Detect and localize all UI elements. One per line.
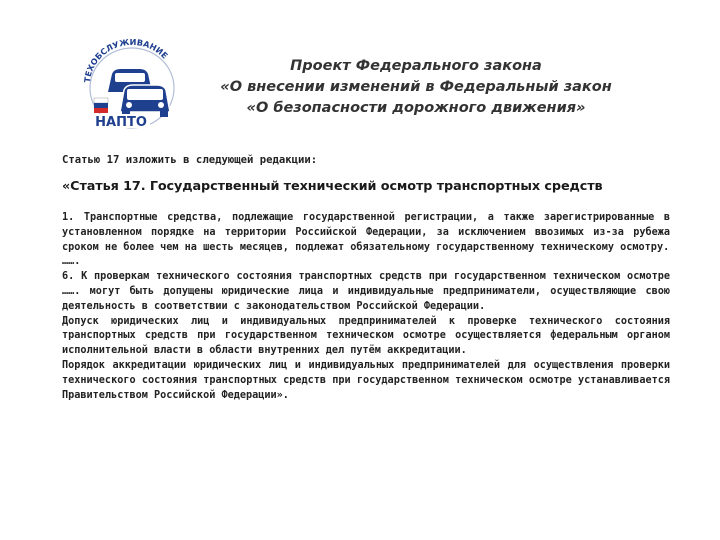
paragraph-accreditation: Порядок аккредитации юридических лиц и индивидуальных предпринимателей для осуществления проверки технического состояния транспортных средств при государственном техническом осмотре устанавливается Правительством Российской Федерации». [62,359,670,401]
paragraph-admission: Допуск юридических лиц и индивидуальных предпринимателей к проверке технического состояния транспортных средств при государственном техническом осмотре осуществляется федеральным органом исполнительной власти в области внутренних дел путём аккредитации. [62,315,670,357]
logo-arc-text: ТЕХОБСЛУЖИВАНИЕ [81,38,171,84]
car-icon-front [120,85,170,117]
lead-text: Статью 17 изложить в следующей редакции: [62,154,318,166]
page-title [196,56,636,119]
napto-logo-graphic [78,38,178,130]
paragraph-1: 1. Транспортные средства, подлежащие государственной регистрации, а также зарегистрированные в установленном порядке на территории Российской Федерации, за исключением ввозимых из-за рубежа сроком не более чем на шесть месяцев, подлежат обязательному государственному техническому осмотру. [62,212,670,253]
russian-flag-icon [94,98,108,113]
article-body [62,211,670,403]
paragraph-ellipsis: ……. [62,256,81,268]
title-line-3: «О безопасности дорожного движения» [246,100,586,116]
logo-brand-text: НАПТО [95,115,147,130]
paragraph-6: 6. К проверкам технического состояния транспортных средств при государственном техническом осмотре ……. могут быть допущены юридические лица и индивидуальные предприниматели, осуществляющие свою деятельность в соответствии с законодательством Российской Федерации. [62,271,670,312]
napto-logo [78,38,178,130]
article-title: «Статья 17. Государственный технический осмотр транспортных средств [62,179,603,194]
title-line-2: «О внесении изменений в Федеральный закон [220,79,612,95]
title-line-1: Проект Федерального закона [290,58,542,74]
